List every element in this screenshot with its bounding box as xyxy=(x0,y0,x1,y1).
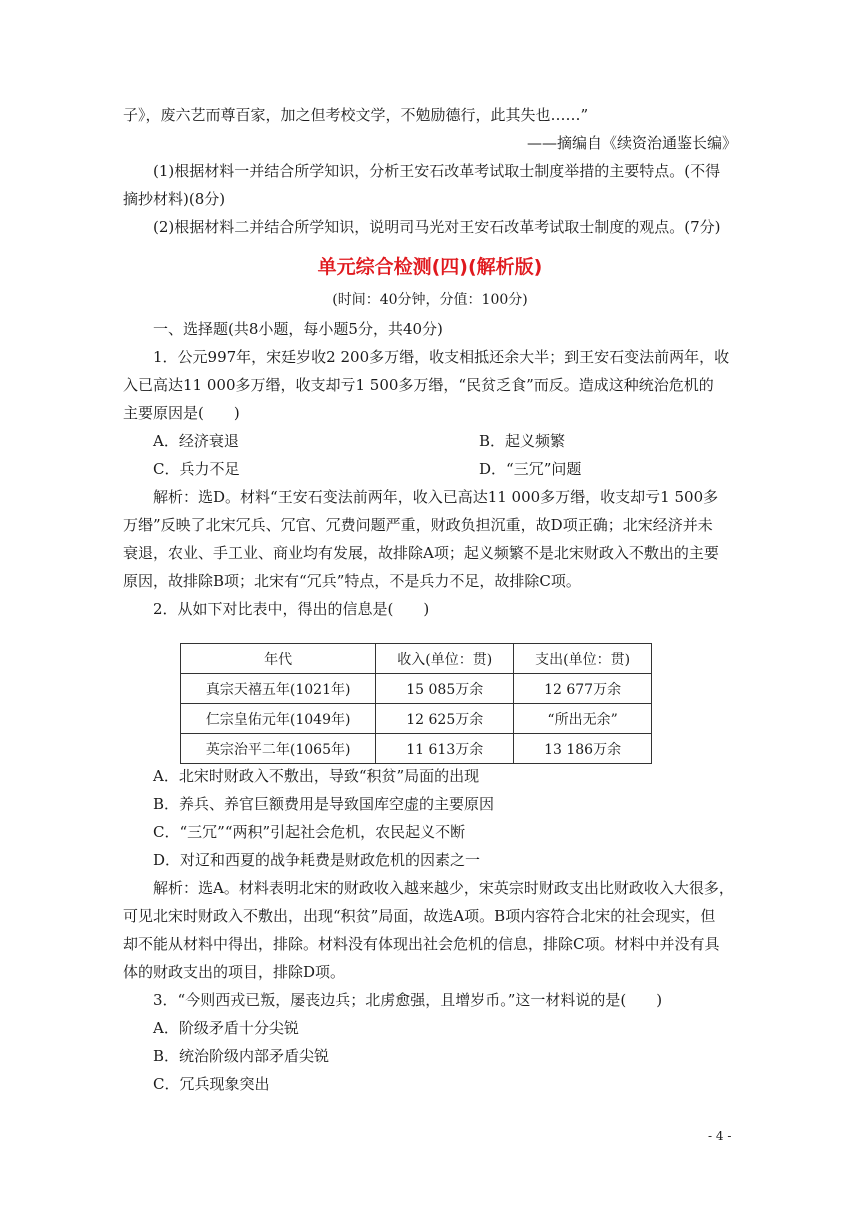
question-1-stem-line-2: 入已高达11 000多万缗，收支却亏1 500多万缗，“民贫乏食”而反。造成这种统治危机的 xyxy=(123,376,714,394)
question-1-stem-line-3: 主要原因是( ) xyxy=(123,404,240,422)
table-row xyxy=(181,674,652,704)
table-row xyxy=(181,734,652,764)
option-a: A．经济衰退 xyxy=(153,432,239,450)
question-1-options-row-1 xyxy=(123,427,737,455)
table-row xyxy=(181,704,652,734)
table-cell: 15 085万余 xyxy=(376,674,514,704)
table-cell: 仁宗皇佑元年(1049年) xyxy=(181,704,376,734)
question-3-option-c: C．冗兵现象突出 xyxy=(153,1075,270,1093)
table-cell: “所出无余” xyxy=(514,704,652,734)
table-cell: 13 186万余 xyxy=(514,734,652,764)
page-number: - 4 - xyxy=(708,1129,732,1143)
finance-comparison-table xyxy=(180,643,652,764)
question-2-analysis-line-3: 却不能从材料中得出，排除。材料没有体现出社会危机的信息，排除C项。材料中并没有具 xyxy=(123,935,720,953)
quote-source: ——摘编自《续资治通鉴长编》 xyxy=(526,134,737,152)
quote-end-line: 子》，废六艺而尊百家，加之但考校文学，不勉励德行，此其失也……” xyxy=(123,106,589,124)
question-3-option-b: B．统治阶级内部矛盾尖锐 xyxy=(153,1047,330,1065)
question-2-analysis-line-2: 可见北宋时财政入不敷出，出现“积贫”局面，故选A项。B项内容符合北宋的社会现实，但 xyxy=(123,907,716,925)
table-header-cell: 年代 xyxy=(181,644,376,674)
question-2-block xyxy=(123,762,737,1098)
question-1-stem-line-1: 1．公元997年，宋廷岁收2 200多万缗，收支相抵还余大半；到王安石变法前两年，收 xyxy=(153,348,730,366)
previous-question-block xyxy=(123,101,737,241)
question-2-option-b: B．养兵、养官巨额费用是导致国库空虚的主要原因 xyxy=(153,795,495,813)
question-2-stem: 2．从如下对比表中，得出的信息是( ) xyxy=(153,600,430,618)
table-cell: 12 625万余 xyxy=(376,704,514,734)
subquestion-2: (2)根据材料二并结合所学知识，说明司马光对王安石改革考试取士制度的观点。(7分) xyxy=(153,218,721,236)
question-3-stem: 3．“今则西戎已叛，屡丧边兵；北虏愈强，且增岁币。”这一材料说的是( ) xyxy=(153,991,663,1009)
question-1-analysis-line-1: 解析：选D。材料“王安石变法前两年，收入已高达11 000多万缗，收支却亏1 500多 xyxy=(153,488,719,506)
table-cell: 英宗治平二年(1065年) xyxy=(181,734,376,764)
subquestion-1-line-1: (1)根据材料一并结合所学知识，分析王安石改革考试取士制度举措的主要特点。(不得 xyxy=(153,162,721,180)
question-1-analysis-line-2: 万缗”反映了北宋冗兵、冗官、冗费问题严重，财政负担沉重，故D项正确；北宋经济并未 xyxy=(123,516,713,534)
option-c: C．兵力不足 xyxy=(153,460,240,478)
question-2-option-d: D．对辽和西夏的战争耗费是财政危机的因素之一 xyxy=(153,851,481,869)
question-2-analysis-line-4: 体的财政支出的项目，排除D项。 xyxy=(123,963,346,981)
question-3-option-a: A．阶级矛盾十分尖锐 xyxy=(153,1019,299,1037)
table-cell: 12 677万余 xyxy=(514,674,652,704)
table-cell: 11 613万余 xyxy=(376,734,514,764)
option-b: B．起义频繁 xyxy=(479,432,566,450)
table-header-cell: 收入(单位：贯) xyxy=(376,644,514,674)
question-1-analysis-line-3: 衰退，农业、手工业、商业均有发展，故排除A项；起义频繁不是北宋财政入不敷出的主要 xyxy=(123,544,719,562)
question-2-option-c: C．“三冗”“两积”引起社会危机，农民起义不断 xyxy=(153,823,466,841)
table-header-row xyxy=(181,644,652,674)
question-2-option-a: A．北宋时财政入不敷出，导致“积贫”局面的出现 xyxy=(153,767,480,785)
unit-title: 单元综合检测(四)(解析版) xyxy=(317,256,543,278)
section-heading: 一、选择题(共8小题，每小题5分，共40分) xyxy=(153,320,443,338)
question-2-analysis-line-1: 解析：选A。材料表明北宋的财政收入越来越少，宋英宗时财政支出比财政收入大很多， xyxy=(153,879,734,897)
question-1-options-row-2 xyxy=(123,455,737,483)
table-cell: 真宗天禧五年(1021年) xyxy=(181,674,376,704)
question-1-analysis-line-4: 原因，故排除B项；北宋有“冗兵”特点，不是兵力不足，故排除C项。 xyxy=(123,572,581,590)
exam-time-score: (时间：40分钟，分值：100分) xyxy=(332,292,528,308)
subquestion-1-line-2: 摘抄材料)(8分) xyxy=(123,190,226,208)
table-header-cell: 支出(单位：贯) xyxy=(514,644,652,674)
option-d: D．“三冗”问题 xyxy=(479,460,582,478)
question-1-block xyxy=(123,315,737,623)
